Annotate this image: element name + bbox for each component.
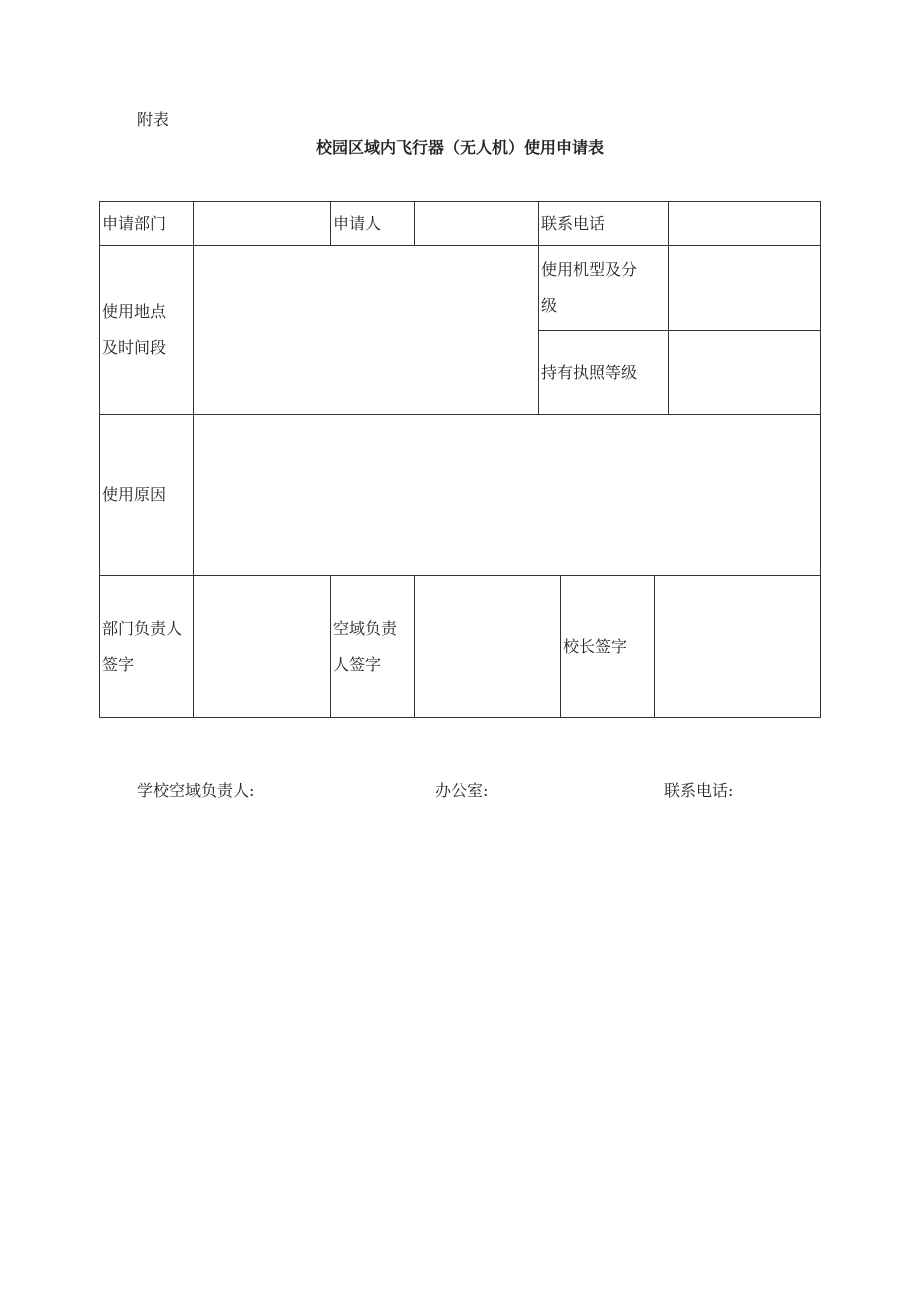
location-label-line1: 使用地点 xyxy=(102,302,167,321)
principal-sign-label-cell xyxy=(560,575,655,718)
principal-sign-input-cell[interactable] xyxy=(654,575,821,718)
applicant-input-cell[interactable] xyxy=(414,201,539,246)
phone-label: 联系电话 xyxy=(541,213,606,233)
model-input-cell[interactable] xyxy=(668,245,821,331)
applicant-label-cell xyxy=(330,201,415,246)
location-input-cell[interactable] xyxy=(193,245,539,415)
reason-label-cell xyxy=(99,414,194,576)
license-input-cell[interactable] xyxy=(668,330,821,415)
appendix-label: 附表 xyxy=(137,110,170,129)
dept-head-sign-input-cell[interactable] xyxy=(193,575,331,718)
airspace-head-sign-label-cell xyxy=(330,575,415,718)
dept-input-cell[interactable] xyxy=(193,201,331,246)
airspace-head-sign-input-cell[interactable] xyxy=(414,575,561,718)
form-title: 校园区域内飞行器（无人机）使用申请表 xyxy=(315,138,604,157)
office-label: 办公室: xyxy=(435,781,489,800)
license-label: 持有执照等级 xyxy=(541,362,638,382)
dept-label-cell xyxy=(99,201,194,246)
reason-input-cell[interactable] xyxy=(193,414,821,576)
phone-input-cell[interactable] xyxy=(668,201,821,246)
principal-sign-label: 校长签字 xyxy=(563,636,628,656)
airspace-head-sign-label-line1: 空域负责 xyxy=(333,618,398,638)
model-label-line1: 使用机型及分 xyxy=(541,260,638,279)
location-label-cell xyxy=(99,245,194,415)
model-label-line2: 级 xyxy=(541,296,558,315)
applicant-label: 申请人 xyxy=(333,213,382,233)
dept-head-sign-label-line2: 签字 xyxy=(102,654,135,674)
dept-head-sign-label-cell xyxy=(99,575,194,718)
airspace-head-sign-label-line2: 人签字 xyxy=(333,654,382,674)
location-label-line2: 及时间段 xyxy=(102,338,167,357)
dept-head-sign-label-line1: 部门负责人 xyxy=(102,618,183,638)
license-label-cell xyxy=(538,330,669,415)
footer-phone-label: 联系电话: xyxy=(664,781,734,800)
airspace-manager-label: 学校空域负责人: xyxy=(137,781,255,800)
phone-label-cell xyxy=(538,201,669,246)
model-label-cell xyxy=(538,245,669,331)
dept-label: 申请部门 xyxy=(102,213,167,233)
reason-label: 使用原因 xyxy=(102,485,167,504)
